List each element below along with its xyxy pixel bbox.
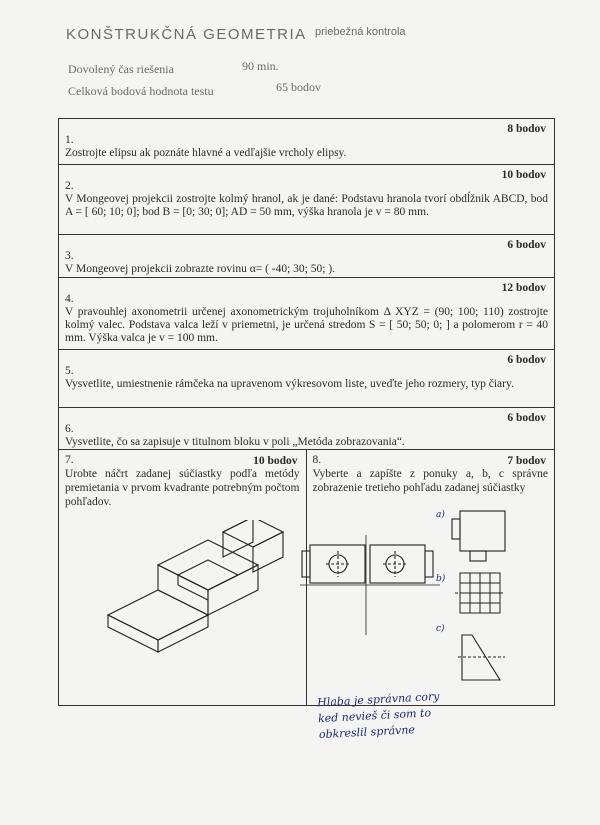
time-label: Dovolený čas riešenia [68,62,174,76]
option-b-label: b) [436,574,446,584]
task-row-6 [59,408,554,450]
handwritten-line: ked nevieš či som to [317,706,432,726]
task-points: 6 bodov [507,412,546,424]
task-text: V Mongeovej projekcii zostrojte kolmý hranol, ak je dané: Podstavu hranola tvorí obdĺžnik ABCD, bod A = [ 60; 10; 0]; bod B = [0; 30; 0]; AD = 50 mm, výška hranola je v = 80 mm. [65,193,548,218]
option-a-label: a) [436,510,445,520]
task-row-3 [59,235,554,278]
task-cell-7 [59,450,307,705]
task-points: 7 bodov [507,455,546,467]
task-row-1 [59,119,554,165]
task-number: 2. [65,180,74,192]
task-points: 8 bodov [507,123,546,135]
page-title: KONŠTRUKČNÁ GEOMETRIA [66,26,307,43]
option-c-label: c) [436,624,445,634]
task-points: 6 bodov [507,239,546,251]
isometric-part-drawing [103,520,303,655]
page-subtitle: priebežná kontrola [315,26,406,38]
points-value: 65 bodov [276,80,321,94]
task-row-5 [59,350,554,408]
task-points: 10 bodov [501,169,546,181]
task-text: Vysvetlite, čo sa zapisuje v titulnom bloku v poli „Metóda zobrazovania“. [65,436,405,448]
task-number: 7. [65,454,74,466]
handwritten-line: obkreslil správne [318,723,416,742]
task-text: V Mongeovej projekcii zobrazte rovinu α= ( -40; 30; 50; ). [65,263,336,275]
views-drawing [300,505,550,685]
handwritten-note [317,689,442,743]
task-number: 5. [65,365,74,377]
points-label: Celková bodová hodnota testu [68,84,214,98]
task-text: Zostrojte elipsu ak poznáte hlavné a vedľajšie vrcholy elipsy. [65,147,347,159]
task-row-2 [59,165,554,235]
task-number: 8. [312,454,322,466]
task-points: 6 bodov [507,354,546,366]
task-number: 1. [65,134,74,146]
task-text: Urobte náčrt zadanej súčiastky podľa metódy premietania v prvom kvadrante potrebným počtom pohľadov. [65,468,300,508]
time-value: 90 min. [242,59,279,73]
task-points: 12 bodov [501,282,546,294]
task-text: V pravouhlej axonometrii určenej axonometrickým trojuholníkom Δ XYZ = (90; 100; 110) zostrojte kolmý valec. Podstava valca leží v priemetni, je určená stredom S = [ 50; 50; 0; ] a polomerom r = 40 mm. Výška valca je v = 100 mm. [65,306,548,344]
task-row-4 [59,278,554,350]
task-number: 4. [65,293,74,305]
task-number: 3. [65,250,74,262]
task-text: Vyberte a zapíšte z ponuky a, b, c správne zobrazenie tretieho pohľadu zadanej súčiastky [312,468,548,494]
handwritten-line: Hlaba je správna cory [316,689,440,710]
task-text: Vysvetlite, umiestnenie rámčeka na upravenom výkresovom liste, uveďte jeho rozmery, typ čiary. [65,378,514,390]
task-points: 10 bodov [253,455,298,467]
task-number: 6. [65,423,74,435]
